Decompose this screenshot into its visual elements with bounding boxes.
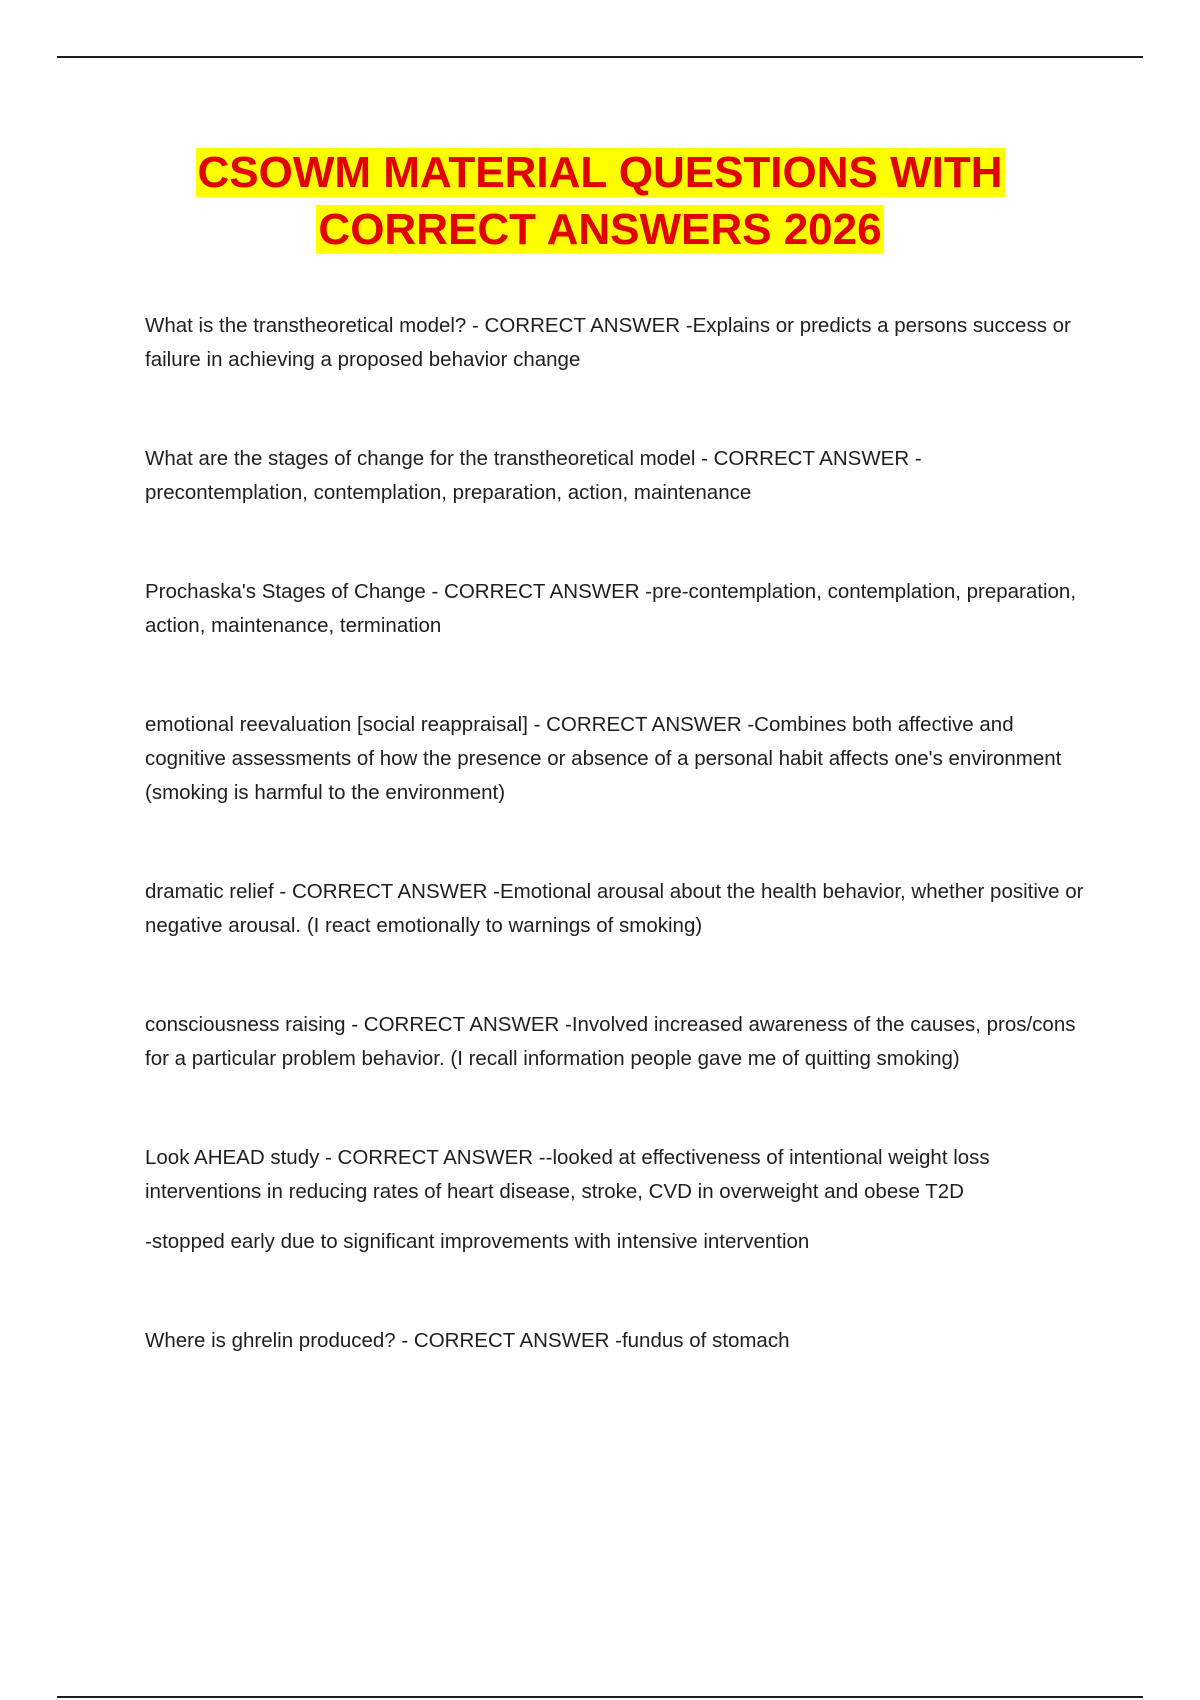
qa-extra-text: -stopped early due to significant improvements with intensive intervention bbox=[145, 1230, 810, 1253]
qa-entry bbox=[145, 1324, 1085, 1358]
qa-text: dramatic relief - CORRECT ANSWER -Emotional arousal about the health behavior, whether positive or negative arousal. (I react emotionally to warnings of smoking) bbox=[145, 880, 1084, 937]
qa-text: Look AHEAD study - CORRECT ANSWER --looked at effectiveness of intentional weight loss interventions in reducing rates of heart disease, stroke, CVD in overweight and obese T2D bbox=[145, 1146, 990, 1203]
qa-text: What is the transtheoretical model? - CORRECT ANSWER -Explains or predicts a persons success or failure in achieving a proposed behavior change bbox=[145, 314, 1071, 371]
qa-entry bbox=[145, 442, 1085, 510]
page-title bbox=[0, 144, 1200, 258]
qa-text: Where is ghrelin produced? - CORRECT ANSWER -fundus of stomach bbox=[145, 1329, 790, 1352]
title-line-1: CSOWM MATERIAL QUESTIONS WITH bbox=[197, 148, 1003, 197]
qa-entry bbox=[145, 1008, 1085, 1076]
qa-list bbox=[145, 309, 1085, 1358]
qa-text: What are the stages of change for the transtheoretical model - CORRECT ANSWER - precontemplation, contemplation, preparation, action, maintenance bbox=[145, 447, 922, 504]
qa-entry bbox=[145, 1141, 1085, 1259]
top-rule bbox=[57, 56, 1143, 58]
qa-entry bbox=[145, 575, 1085, 643]
qa-entry bbox=[145, 309, 1085, 377]
qa-entry bbox=[145, 875, 1085, 943]
title-line-2: CORRECT ANSWERS 2026 bbox=[318, 205, 882, 254]
qa-text: emotional reevaluation [social reappraisal] - CORRECT ANSWER -Combines both affective and cognitive assessments of how the presence or absence of a personal habit affects one's environment (smoking is harmful to the environment) bbox=[145, 713, 1062, 804]
qa-text: Prochaska's Stages of Change - CORRECT ANSWER -pre-contemplation, contemplation, preparation, action, maintenance, termination bbox=[145, 580, 1077, 637]
bottom-rule bbox=[57, 1696, 1143, 1698]
qa-text: consciousness raising - CORRECT ANSWER -Involved increased awareness of the causes, pros/cons for a particular problem behavior. (I recall information people gave me of quitting smoking) bbox=[145, 1013, 1076, 1070]
qa-entry bbox=[145, 708, 1085, 810]
